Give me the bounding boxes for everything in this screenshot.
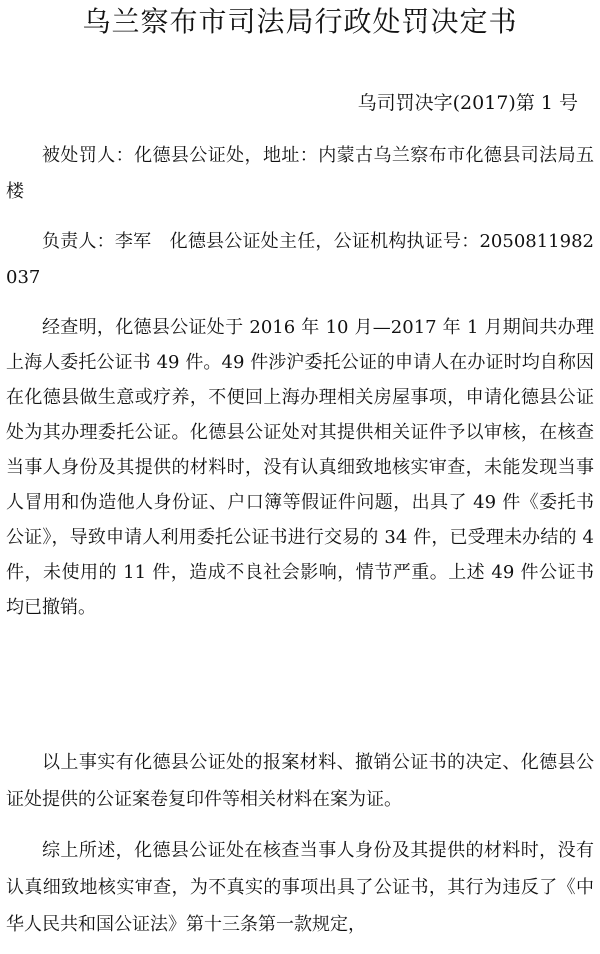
document-title: 乌兰察布市司法局行政处罚决定书 (82, 5, 518, 38)
paragraph-penalized-party: 被处罚人：化德县公证处，地址：内蒙古乌兰察布市化德县司法局五楼 (6, 145, 594, 202)
paragraph-evidence: 以上事实有化德县公证处的报案材料、撤销公证书的决定、化德县公证处提供的公证案卷复印件等相关材料在案为证。 (6, 752, 594, 810)
paragraph-responsible-person: 负责人：李军 化德县公证处主任，公证机构执证号：2050811982037 (6, 231, 594, 288)
paragraph-findings: 经查明，化德县公证处于 2016 年 10 月—2017 年 1 月期间共办理上海人委托公证书 49 件。49 件涉沪委托公证的申请人在办证时均自称因在化德县做生意或疗养，不便回上海办理相关房屋事项，申请化德县公证处为其办理委托公证。化德县公证处对其提供相关证件予以审核，在核查当事人身份及其提供的材料时，没有认真细致地核实审查，未能发现当事人冒用和伪造他人身份证、户口簿等假证件问题，出具了 49 件《委托书公证》，导致申请人利用委托公证书进行交易的 34 件，已受理未办结的 4 件，未使用的 11 件，造成不良社会影响，情节严重。上述 49 件公证书均已撤销。 (6, 317, 594, 618)
document-number: 乌司罚决字(2017)第 1 号 (357, 92, 578, 114)
paragraph-conclusion: 综上所述，化德县公证处在核查当事人身份及其提供的材料时，没有认真细致地核实审查，为不真实的事项出具了公证书，其行为违反了《中华人民共和国公证法》第十三条第一款规定， (6, 840, 594, 935)
